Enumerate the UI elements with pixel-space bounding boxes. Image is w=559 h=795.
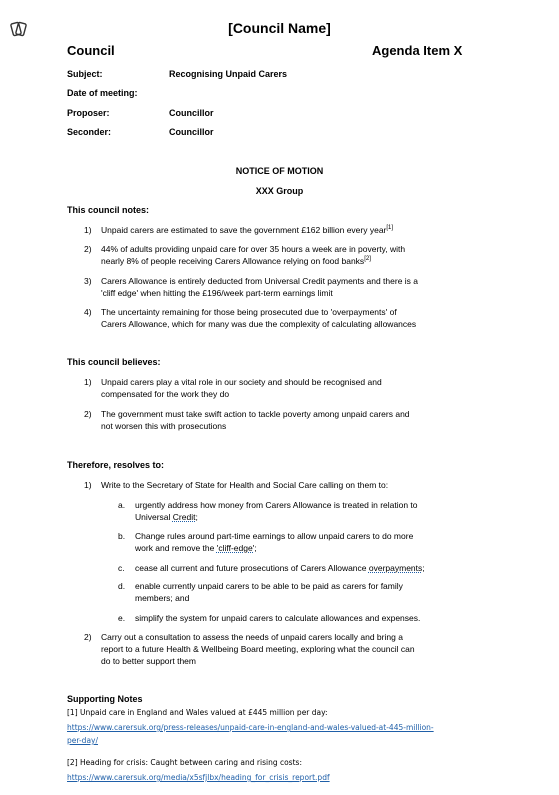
note-1-link-cont[interactable]: per-day/ xyxy=(67,736,99,745)
sub-item-letter: e. xyxy=(118,613,126,623)
motion-group: XXX Group xyxy=(255,186,304,196)
date-label: Date of meeting: xyxy=(67,88,138,98)
footnote-ref[interactable]: [1] xyxy=(386,225,394,232)
footnote-ref[interactable]: [2] xyxy=(364,256,371,263)
sub-item-letter: a. xyxy=(118,500,126,510)
comment-marked-text[interactable]: Credit; xyxy=(172,512,198,522)
item-number: 1) xyxy=(84,225,92,235)
item-text: Unpaid carers play a vital role in our society and should be recognised and xyxy=(101,377,382,387)
item-text-line2: report to a future Health & Wellbeing Board meeting, exploring what the council can xyxy=(101,644,415,654)
list-item xyxy=(84,376,504,400)
item-number: 2) xyxy=(84,632,92,642)
sub-item-text: urgently address how money from Carers Allowance is treated in relation to xyxy=(135,500,418,510)
item-number: 3) xyxy=(84,276,92,286)
sub-list-item xyxy=(118,612,508,624)
item-text-line3: do to better support them xyxy=(101,656,196,666)
item-text: Write to the Secretary of State for Health and Social Care calling on them to: xyxy=(101,480,389,490)
item-text: The uncertainty remaining for those being prosecuted due to 'overpayments' of xyxy=(101,307,397,317)
note-2-link[interactable]: https://www.carersuk.org/media/x5sfjlbx/heading_for_crisis_report.pdf xyxy=(67,773,330,782)
item-text: Carers Allowance is entirely deducted from Universal Credit payments and there is a xyxy=(101,276,419,286)
council-name-title: [Council Name] xyxy=(228,20,331,36)
supporting-notes xyxy=(67,706,547,784)
note-2-text: [2] Heading for crisis: Caught between caring and rising costs: xyxy=(67,758,302,767)
item-text-line2: Carers Allowance, which for many was due the complexity of calculating allowances xyxy=(101,319,417,329)
proposer-value: Councillor xyxy=(169,108,214,118)
sub-list-item xyxy=(118,530,498,554)
sub-item-text: simplify the system for unpaid carers to calculate allowances and expenses. xyxy=(135,613,421,623)
item-text-line2: 'cliff edge' when hitting the £196/week part-term earnings limit xyxy=(101,288,333,298)
item-number: 1) xyxy=(84,377,92,387)
sub-item-letter: b. xyxy=(118,531,126,541)
item-number: 1) xyxy=(84,480,92,490)
motion-title: NOTICE OF MOTION xyxy=(235,166,324,176)
proposer-label: Proposer: xyxy=(67,108,110,118)
note-1-link[interactable]: https://www.carersuk.org/press-releases/unpaid-care-in-england-and-wales-valued-at-445-million- xyxy=(67,723,434,732)
sub-item-text-line2: Universal xyxy=(135,512,173,522)
believes-heading: This council believes: xyxy=(67,357,161,367)
list-item xyxy=(84,306,504,330)
list-item xyxy=(84,224,504,236)
comment-marked-text[interactable]: overpayments; xyxy=(368,563,425,573)
resolves-heading: Therefore, resolves to: xyxy=(67,460,165,470)
sub-list-item xyxy=(118,562,508,574)
subject-value: Recognising Unpaid Carers xyxy=(169,69,288,79)
subject-label: Subject: xyxy=(67,69,103,79)
item-text: Carry out a consultation to assess the needs of unpaid carers locally and bring a xyxy=(101,632,403,642)
seconder-label: Seconder: xyxy=(67,127,112,137)
sub-item-text: cease all current and future prosecutions of Carers Allowance xyxy=(135,563,369,573)
comment-marked-text[interactable]: 'cliff-edge'; xyxy=(216,543,257,553)
sub-list-item xyxy=(118,580,498,604)
item-text-line2: compensated for the work they do xyxy=(101,389,230,399)
agenda-item-label: Agenda Item X xyxy=(372,43,463,58)
item-text-line2: nearly 8% of people receiving Carers Allowance relying on food banks xyxy=(101,256,365,266)
list-item xyxy=(84,243,504,267)
sub-item-letter: c. xyxy=(118,563,125,573)
note-1-text: [1] Unpaid care in England and Wales valued at £445 million per day: xyxy=(67,708,328,717)
item-number: 2) xyxy=(84,244,92,254)
list-item xyxy=(84,479,504,491)
sub-item-text-line2: work and remove the xyxy=(135,543,217,553)
notes-heading: This council notes: xyxy=(67,205,150,215)
item-text: Unpaid carers are estimated to save the government £162 billion every year xyxy=(101,225,387,235)
sub-item-text-line2: members; and xyxy=(135,593,190,603)
seconder-value: Councillor xyxy=(169,127,214,137)
council-label: Council xyxy=(67,43,115,58)
item-text-line2: not worsen this with prosecutions xyxy=(101,421,227,431)
sub-item-text: enable currently unpaid carers to be able to be paid as carers for family xyxy=(135,581,403,591)
sub-item-letter: d. xyxy=(118,581,126,591)
list-item xyxy=(84,408,504,432)
sub-list-item xyxy=(118,499,498,523)
list-item xyxy=(84,275,504,299)
item-text: The government must take swift action to tackle poverty among unpaid carers and xyxy=(101,409,410,419)
list-item xyxy=(84,631,504,667)
supporting-notes-heading: Supporting Notes xyxy=(67,694,143,704)
item-number: 2) xyxy=(84,409,92,419)
sub-item-text: Change rules around part-time earnings to allow unpaid carers to do more xyxy=(135,531,414,541)
item-number: 4) xyxy=(84,307,92,317)
item-text: 44% of adults providing unpaid care for over 35 hours a week are in poverty, with xyxy=(101,244,406,254)
